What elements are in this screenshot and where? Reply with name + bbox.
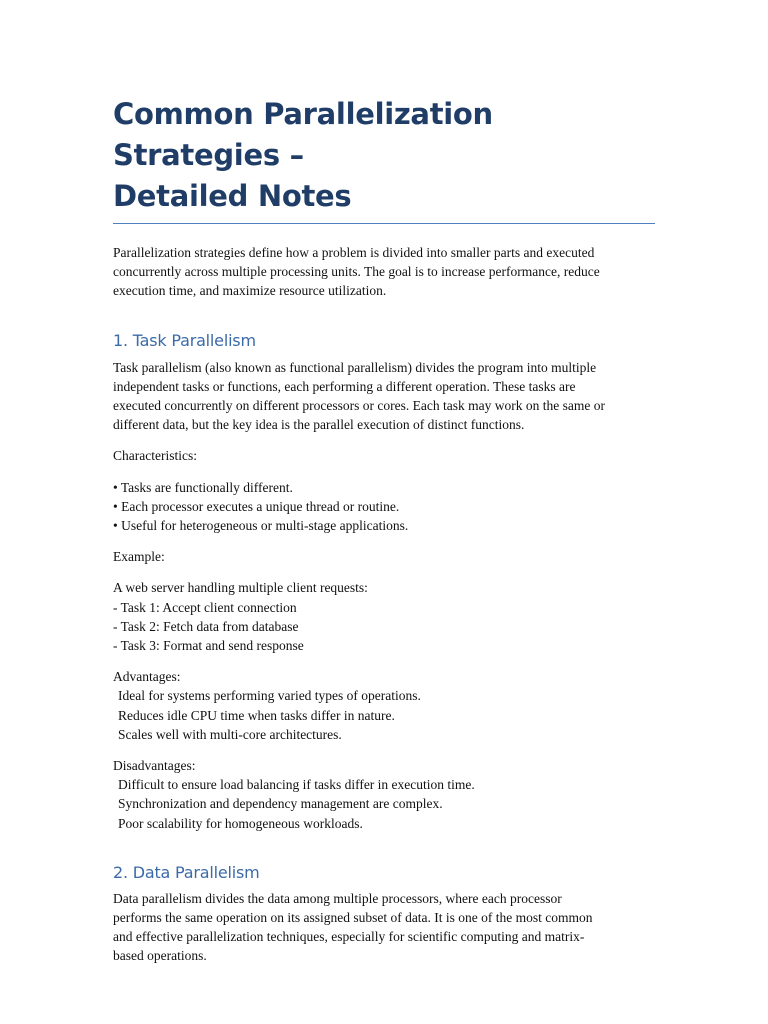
example-block [113, 578, 655, 655]
example-line: - Task 3: Format and send response [113, 638, 304, 654]
data-description-line: Data parallelism divides the data among multiple processors, where each processor [113, 890, 562, 906]
list-item: • Each processor executes a unique thread or routine. [113, 498, 400, 514]
page-title [113, 94, 655, 224]
list-item: Poor scalability for homogeneous workloads. [118, 815, 363, 831]
task-description-line: independent tasks or functions, each performing a different operation. These tasks are [113, 378, 576, 394]
example-line: - Task 2: Fetch data from database [113, 618, 299, 634]
list-item: • Useful for heterogeneous or multi-stage applications. [113, 518, 409, 534]
disadvantages-label: Disadvantages: [113, 758, 196, 774]
task-description-line: different data, but the key idea is the parallel execution of distinct functions. [113, 417, 525, 433]
page-title-line-2: Detailed Notes [113, 179, 352, 213]
characteristics-list [113, 478, 655, 536]
list-item: Scales well with multi-core architectures. [118, 726, 342, 742]
advantages-label: Advantages: [113, 669, 181, 685]
page-title-line-1: Common Parallelization Strategies – [113, 97, 493, 172]
characteristics-label: Characteristics: [113, 448, 197, 464]
task-description-line: Task parallelism (also known as functional parallelism) divides the program into multiple [113, 359, 597, 375]
disadvantages-block [113, 756, 655, 833]
task-description-line: executed concurrently on different processors or cores. Each task may work on the same or [113, 398, 605, 414]
list-item: Synchronization and dependency management are complex. [118, 796, 443, 812]
list-item: Ideal for systems performing varied types of operations. [118, 688, 421, 704]
document-page [113, 94, 655, 966]
data-description-line: based operations. [113, 948, 207, 964]
task-description [113, 358, 655, 435]
data-description-line: and effective parallelization techniques, especially for scientific computing and matrix- [113, 929, 585, 945]
example-line: - Task 1: Accept client connection [113, 599, 297, 615]
example-label: Example: [113, 549, 165, 565]
section-heading-data-parallelism: 2. Data Parallelism [113, 862, 260, 882]
section-heading-task-parallelism: 1. Task Parallelism [113, 330, 256, 350]
example-line: A web server handling multiple client requests: [113, 580, 368, 596]
list-item: Reduces idle CPU time when tasks differ in nature. [118, 707, 395, 723]
list-item: Difficult to ensure load balancing if tasks differ in execution time. [118, 777, 475, 793]
list-item: • Tasks are functionally different. [113, 479, 293, 495]
data-description [113, 889, 655, 966]
data-description-line: performs the same operation on its assigned subset of data. It is one of the most common [113, 910, 593, 926]
advantages-block [113, 667, 655, 744]
intro-paragraph: Parallelization strategies define how a problem is divided into smaller parts and executed concurrently across multiple processing units. The goal is to increase performance, reduce execution time, and maximize resource utilization. [113, 245, 600, 299]
